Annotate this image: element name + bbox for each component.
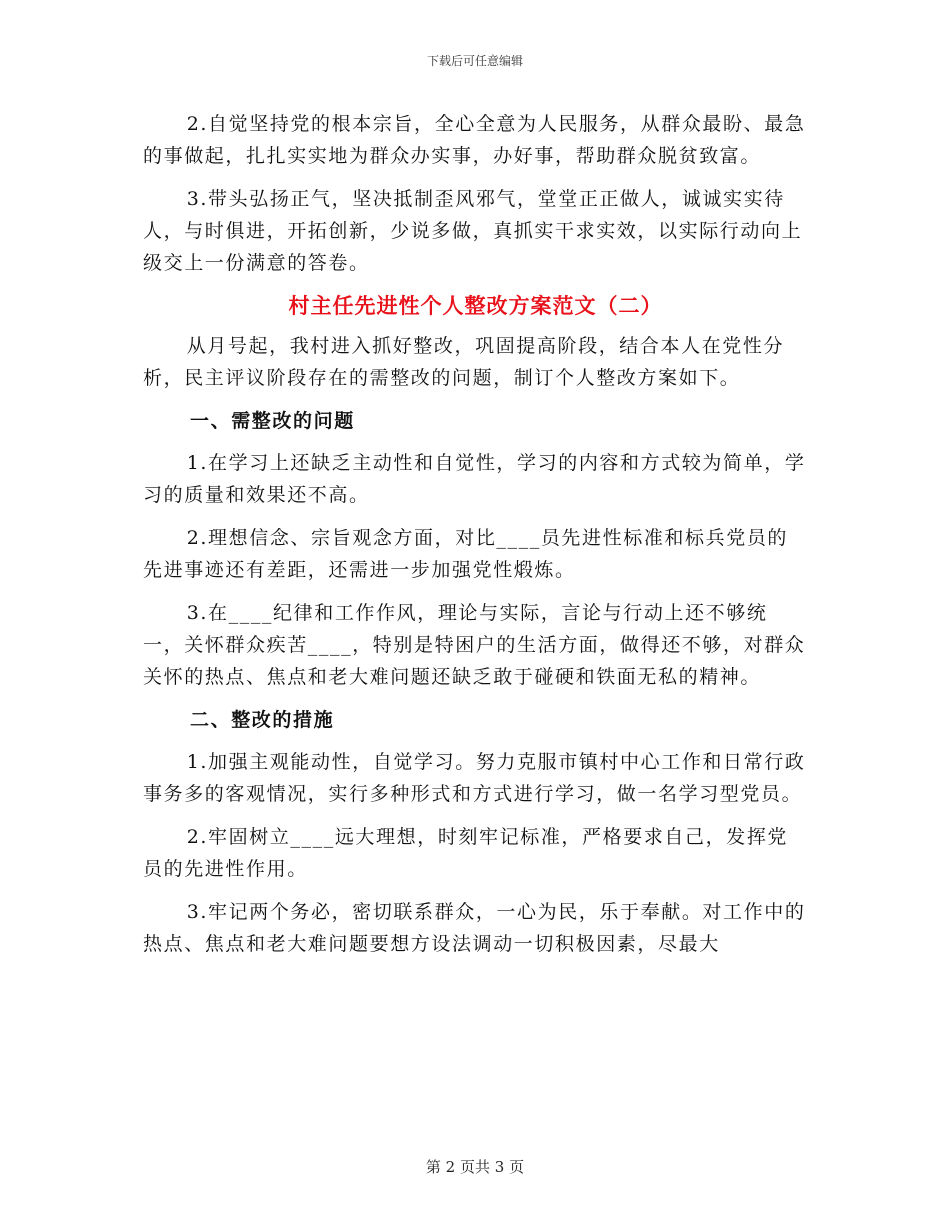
measure-item-2: 2.牢固树立____远大理想，时刻牢记标准，严格要求自己，发挥党员的先进性作用。: [143, 826, 789, 880]
measure-item-1: 1.加强主观能动性，自觉学习。努力克服市镇村中心工作和日常行政事务多的客观情况，实行多种形式和方式进行学习，做一名学习型党员。: [143, 751, 806, 805]
section-heading-measures: 二、整改的措施: [190, 709, 335, 731]
section-heading-problems: 一、需整改的问题: [190, 410, 355, 432]
paragraph-item-2: 2.自觉坚持党的根本宗旨，全心全意为人民服务，从群众最盼、最急的事做起，扎扎实实地为群众办实事，办好事，帮助群众脱贫致富。: [143, 113, 806, 167]
page-header: 下载后可任意编辑: [426, 54, 523, 68]
problem-item-3: 3.在____纪律和工作作风，理论与实际，言论与行动上还不够统一，关怀群众疾苦____，特别是特困户的生活方面，做得还不够，对群众关怀的热点、焦点和老大难问题还缺乏敢于碰硬和铁面无私的精神。: [143, 602, 806, 688]
paragraph-item-3: 3.带头弘扬正气，坚决抵制歪风邪气，堂堂正正做人，诚诚实实待人，与时俱进，开拓创新，少说多做，真抓实干求实效，以实际行动向上级交上一份满意的答卷。: [143, 188, 803, 274]
page-footer: 第 2 页共 3 页: [425, 1158, 525, 1176]
problem-item-2: 2.理想信念、宗旨观念方面，对比____员先进性标准和标兵党员的先进事迹还有差距，还需进一步加强党性煅炼。: [143, 527, 789, 581]
intro-paragraph: 从月号起，我村进入抓好整改，巩固提高阶段，结合本人在党性分析，民主评议阶段存在的需整改的问题，制订个人整改方案如下。: [143, 335, 785, 389]
document-body: [143, 108, 808, 971]
measure-item-3: 3.牢记两个务必，密切联系群众，一心为民，乐于奉献。对工作中的热点、焦点和老大难问题要想方设法调动一切积极因素，尽最大: [143, 901, 806, 955]
document-title: 村主任先进性个人整改方案范文（二）: [288, 293, 663, 318]
problem-item-1: 1.在学习上还缺乏主动性和自觉性，学习的内容和方式较为简单，学习的质量和效果还不高。: [143, 452, 806, 506]
